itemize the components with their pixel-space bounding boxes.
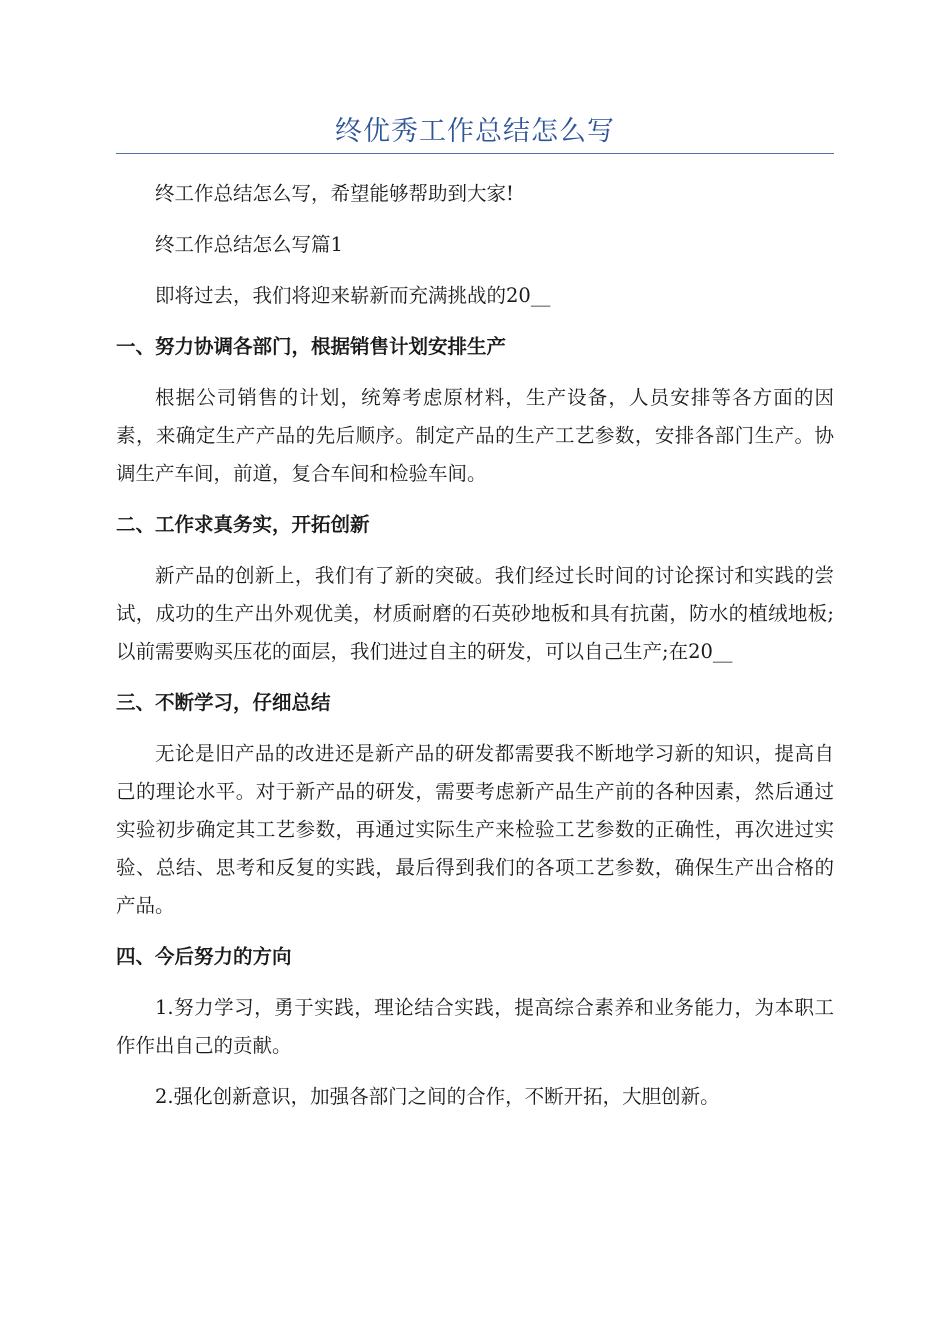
list-item-1: 1.努力学习，勇于实践，理论结合实践，提高综合素养和业务能力，为本职工作作出自己的贡献。	[116, 996, 834, 1057]
intro-paragraph: 终工作总结怎么写，希望能够帮助到大家!	[155, 182, 514, 205]
document-title: 终优秀工作总结怎么写	[335, 116, 615, 147]
section-heading-4: 四、今后努力的方向	[116, 945, 292, 968]
section-heading-3: 三、不断学习，仔细总结	[116, 691, 331, 714]
section-paragraph-1: 根据公司销售的计划，统筹考虑原材料，生产设备，人员安排等各方面的因素，来确定生产产品的先后顺序。制定产品的生产工艺参数，安排各部门生产。协调生产车间，前道，复合车间和检验车间。	[116, 386, 834, 485]
title-underline	[116, 153, 834, 154]
subtitle-paragraph: 终工作总结怎么写篇1	[155, 233, 343, 256]
section-paragraph-2: 新产品的创新上，我们有了新的突破。我们经过长时间的讨论探讨和实践的尝试，成功的生产出外观优美，材质耐磨的石英砂地板和具有抗菌，防水的植绒地板;以前需要购买压花的面层，我们进过自主的研发，可以自己生产;在20__	[116, 564, 834, 663]
opening-paragraph: 即将过去，我们将迎来崭新而充满挑战的20__	[155, 284, 551, 307]
document-body	[116, 175, 834, 1129]
section-heading-1: 一、努力协调各部门，根据销售计划安排生产	[116, 335, 507, 358]
section-paragraph-3: 无论是旧产品的改进还是新产品的研发都需要我不断地学习新的知识，提高自己的理论水平。对于新产品的研发，需要考虑新产品生产前的各种因素，然后通过实验初步确定其工艺参数，再通过实际生产来检验工艺参数的正确性，再次进过实验、总结、思考和反复的实践，最后得到我们的各项工艺参数，确保生产出合格的产品。	[116, 742, 834, 917]
list-item-2: 2.强化创新意识，加强各部门之间的合作，不断开拓，大胆创新。	[155, 1085, 720, 1108]
section-heading-2: 二、工作求真务实，开拓创新	[116, 513, 370, 536]
